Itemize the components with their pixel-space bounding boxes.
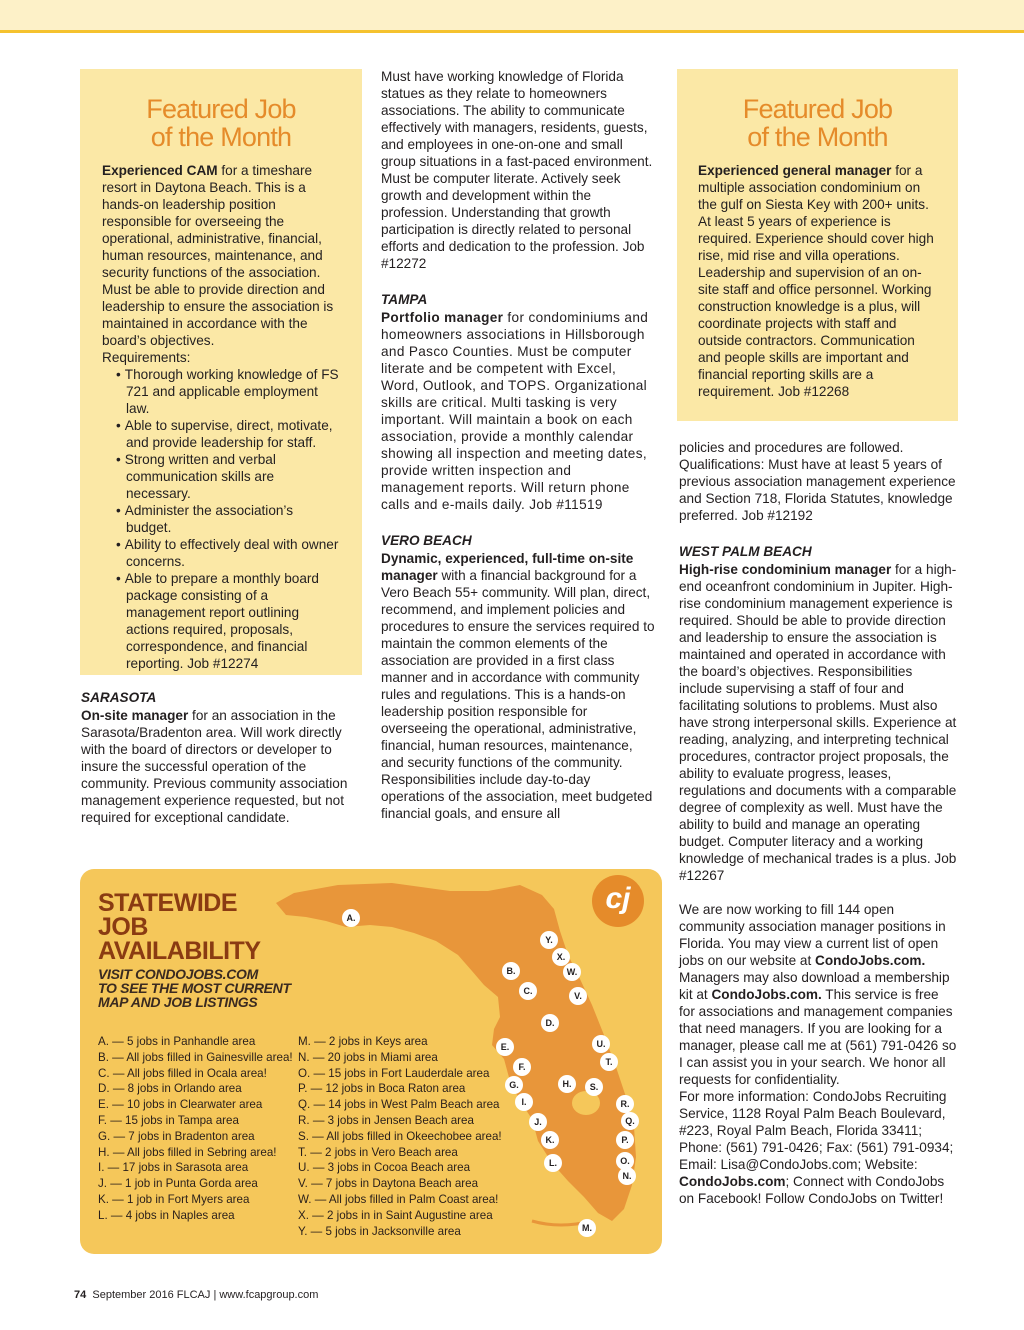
contact-paragraph bbox=[679, 1088, 957, 1207]
map-pin-h[interactable]: H. bbox=[558, 1075, 576, 1093]
map-subtitle-line: MAP AND JOB LISTINGS bbox=[98, 994, 258, 1010]
map-pin-m[interactable]: M. bbox=[578, 1219, 596, 1237]
city-heading-vero: VERO BEACH bbox=[381, 533, 472, 548]
tampa-lead: Portfolio manager bbox=[381, 310, 504, 325]
vero-body: with a financial background for a Vero Beach 55+ community. Will plan, direct, recommend, and implement policies and procedures to ensure the services required to maintain the common elements of the association are provided in a first class manner and in accordance with community rules and regulations. This is a hands-on leadership position responsible for overseeing the operational, administrative, financial, human resources, maintenance, and security functions of the community. Responsibilities include day-to-day operations of the association, meet budgeted financial goals, and ensure all bbox=[381, 568, 655, 821]
visit-text: VISIT bbox=[98, 966, 136, 982]
contact-text: ; Connect with CondoJobs on Facebook! Follow CondoJobs on Twitter! bbox=[679, 1174, 945, 1206]
jobs-list-left bbox=[98, 1034, 293, 1224]
jobs-list-item: H. — All jobs filled in Sebring area! bbox=[98, 1145, 277, 1159]
page-footer bbox=[74, 1288, 318, 1302]
featured-lead-right: Experienced general manager bbox=[698, 163, 892, 178]
map-pin-x[interactable]: X. bbox=[552, 948, 570, 966]
map-pin-b[interactable]: B. bbox=[502, 962, 520, 980]
featured-title-line2: of the Month bbox=[150, 122, 292, 152]
map-pin-r[interactable]: R. bbox=[616, 1095, 634, 1113]
wpb-lead: High-rise condominium manager bbox=[679, 562, 892, 577]
featured-lead-left: Experienced CAM bbox=[102, 163, 218, 178]
closing-text: Managers may also download a membership kit at bbox=[679, 970, 950, 1002]
closing-paragraph bbox=[679, 901, 957, 1088]
map-pin-u[interactable]: U. bbox=[592, 1035, 610, 1053]
closing-text: We are now working to fill 144 open community association manager positions in Florida. You may view a current list of open jobs on our website at bbox=[679, 902, 946, 968]
continued-text: policies and procedures are followed. Qualifications: Must have at least 5 years of previous association management experience and Section 718, Florida Statutes, knowledge preferred. Job #12192 bbox=[679, 440, 956, 523]
featured-text-right: for a multiple association condominium on the gulf on Siesta Key with 200+ units. At least 5 years of experience is required. Experience should cover high rise, mid rise and villa operations. Leadership and supervision of an on-site staff and office personnel. Working construction knowledge is a plus, will coordinate projects with staff and outside contractors. Communication and people skills are important and financial reporting skills are a requirement. Job #12268 bbox=[698, 163, 934, 399]
featured-title-right bbox=[677, 95, 958, 151]
map-subtitle bbox=[98, 967, 291, 1009]
requirement-item: • Able to supervise, direct, motivate, and provide leadership for staff. bbox=[102, 417, 342, 451]
requirement-item: • Thorough working knowledge of FS 721 and applicable employment law. bbox=[102, 366, 342, 417]
jobs-list-item: U. — 3 jobs in Cocoa Beach area bbox=[298, 1161, 471, 1175]
contact-text: For more information: CondoJobs Recruiting Service, 1128 Royal Palm Beach Boulevard, #223, Royal Palm Beach, Florida 33411; Phone: (561) 791-0426; Fax: (561) 791-0934; Email: Lisa@CondoJobs.com; Website: bbox=[679, 1089, 954, 1172]
condojobs-logo: cj bbox=[592, 875, 644, 927]
jobs-list-item: E. — 10 jobs in Clearwater area bbox=[98, 1098, 263, 1112]
jobs-list-item: I. — 17 jobs in Sarasota area bbox=[98, 1161, 249, 1175]
map-pin-k[interactable]: K. bbox=[541, 1131, 559, 1149]
featured-body-right bbox=[677, 151, 958, 400]
sarasota-listing bbox=[81, 689, 361, 826]
map-title-line: AVAILABILITY bbox=[98, 937, 261, 965]
statewide-job-map bbox=[80, 869, 662, 1254]
condojobs-link[interactable]: CondoJobs.com. bbox=[711, 987, 822, 1002]
map-pin-g[interactable]: G. bbox=[505, 1076, 523, 1094]
jobs-list-item: C. — All jobs filled in Ocala area! bbox=[98, 1066, 267, 1080]
jobs-list-item: D. — 8 jobs in Orlando area bbox=[98, 1082, 242, 1096]
condojobs-link[interactable]: CondoJobs.com. bbox=[815, 953, 926, 968]
map-title bbox=[98, 891, 261, 963]
map-pin-l[interactable]: L. bbox=[544, 1154, 562, 1172]
map-pin-f[interactable]: F. bbox=[513, 1058, 531, 1076]
footer-text: September 2016 FLCAJ | www.fcapgroup.com bbox=[92, 1289, 319, 1301]
map-pin-n[interactable]: N. bbox=[618, 1167, 636, 1185]
requirement-item: • Strong written and verbal communication skills are necessary. bbox=[102, 451, 342, 502]
featured-title-left bbox=[80, 95, 362, 151]
page-number: 74 bbox=[74, 1289, 87, 1301]
jobs-list-item: W. — All jobs filled in Palm Coast area! bbox=[298, 1192, 499, 1206]
featured-job-left bbox=[80, 69, 362, 675]
jobs-list-item: N. — 20 jobs in Miami area bbox=[298, 1050, 438, 1064]
map-pin-w[interactable]: W. bbox=[563, 963, 581, 981]
map-pin-v[interactable]: V. bbox=[569, 987, 587, 1005]
jobs-list-item: A. — 5 jobs in Panhandle area bbox=[98, 1035, 256, 1048]
jobs-list-item: G. — 7 jobs in Bradenton area bbox=[98, 1129, 255, 1143]
map-title-line: STATEWIDE bbox=[98, 889, 238, 917]
jobs-list-item: Q. — 14 jobs in West Palm Beach area bbox=[298, 1098, 500, 1112]
middle-intro: Must have working knowledge of Florida statues as they relate to homeowners associations. The ability to communicate effectively with managers, residents, guests, and employees in one-on-one and small group situations in a fast-paced environment. Must be computer literate. Actively seek growth and development within the profession. Understanding that growth participation is directly related to personal efforts and dedication to the profession. Job #12272 bbox=[381, 69, 653, 271]
map-pin-y[interactable]: Y. bbox=[540, 931, 558, 949]
map-title-line: JOB bbox=[98, 913, 148, 941]
map-pin-e[interactable]: E. bbox=[496, 1038, 514, 1056]
map-pin-j[interactable]: J. bbox=[529, 1113, 547, 1131]
jobs-list-item: Y. — 5 jobs in Jacksonville area bbox=[298, 1224, 461, 1238]
middle-column bbox=[381, 68, 657, 822]
top-band bbox=[0, 0, 1024, 30]
jobs-list-item: V. — 7 jobs in Daytona Beach area bbox=[298, 1177, 479, 1191]
jobs-list-right bbox=[298, 1034, 502, 1239]
city-heading-wpb: WEST PALM BEACH bbox=[679, 544, 812, 559]
map-pin-s[interactable]: S. bbox=[585, 1078, 603, 1096]
vero-lead: Dynamic, experienced, full-time on-site manager bbox=[381, 551, 634, 583]
jobs-list-item: F. — 15 jobs in Tampa area bbox=[98, 1113, 239, 1127]
jobs-list-item: T. — 2 jobs in Vero Beach area bbox=[298, 1145, 458, 1159]
featured-title-line2: of the Month bbox=[747, 122, 888, 152]
right-column bbox=[679, 439, 957, 1207]
closing-text: This service is free for associations and management companies that need managers. If you are looking for a manager, please call me at (561) 791-0426 so I can assist you in your search. We honor all requests for confidentiality. bbox=[679, 987, 957, 1087]
condojobs-link[interactable]: CONDOJOBS.COM bbox=[135, 966, 258, 982]
requirements-list bbox=[102, 366, 342, 672]
map-pin-i[interactable]: I. bbox=[515, 1093, 533, 1111]
map-subtitle-line: TO SEE THE MOST CURRENT bbox=[98, 980, 291, 996]
featured-job-right bbox=[677, 69, 958, 421]
requirement-item: • Able to prepare a monthly board package consisting of a management report outlining actions required, proposals, correspondence, and financial reporting. Job #12274 bbox=[102, 570, 342, 672]
jobs-list-item: R. — 3 jobs in Jensen Beach area bbox=[298, 1113, 474, 1127]
condojobs-link[interactable]: CondoJobs.com bbox=[679, 1174, 786, 1189]
map-pin-p[interactable]: P. bbox=[616, 1131, 634, 1149]
jobs-list-item: M. — 2 jobs in Keys area bbox=[298, 1035, 428, 1048]
featured-text-left: for a timeshare resort in Daytona Beach. This is a hands-on leadership position responsible for overseeing the operational, administrative, financial, human resources, maintenance, and security functions of the association. Must be able to provide direction and leadership to ensure the association is maintained in accordance with the board’s objectives. bbox=[102, 163, 334, 348]
map-pin-c[interactable]: C. bbox=[519, 982, 537, 1000]
city-heading-tampa: TAMPA bbox=[381, 292, 428, 307]
featured-title-line1: Featured Job bbox=[742, 94, 893, 124]
requirement-item: • Administer the association’s budget. bbox=[102, 502, 342, 536]
jobs-list-item: K. — 1 job in Fort Myers area bbox=[98, 1192, 250, 1206]
sarasota-lead: On-site manager bbox=[81, 708, 189, 723]
requirements-label: Requirements: bbox=[102, 350, 191, 365]
city-heading-sarasota: SARASOTA bbox=[81, 690, 157, 705]
jobs-list-item: B. — All jobs filled in Gainesville area! bbox=[98, 1050, 293, 1064]
requirement-item: • Ability to effectively deal with owner concerns. bbox=[102, 536, 342, 570]
wpb-body: for a high-end oceanfront condominium in Jupiter. High-rise condominium management experience is required. Should be able to provide direction and leadership to ensure the association is maintained and operated in accordance with the board’s objectives. Responsibilities include supervising a staff of four and facilitating solutions to problems. Must also have strong interpersonal skills. Experience at reading, analyzing, and interpreting technical procedures, contractor project proposals, the ability to evaluate progress, leases, regulations and documents with a comparable degree of complexity as well. Must have the ability to build and manage an operating budget. Computer literacy and a working knowledge of mechanical trades is a plus. Job #12267 bbox=[679, 562, 957, 883]
map-pin-d[interactable]: D. bbox=[541, 1014, 559, 1032]
featured-title-line1: Featured Job bbox=[146, 94, 296, 124]
jobs-list-item: O. — 15 jobs in Fort Lauderdale area bbox=[298, 1066, 490, 1080]
top-rule bbox=[0, 30, 1024, 33]
jobs-list-item: L. — 4 jobs in Naples area bbox=[98, 1208, 235, 1222]
map-pin-t[interactable]: T. bbox=[600, 1053, 618, 1071]
jobs-list-item: X. — 2 jobs in in Saint Augustine area bbox=[298, 1208, 493, 1222]
sarasota-body: for an association in the Sarasota/Bradenton area. Will work directly with the board of directors or developer to insure the successful operation of the community. Previous community association management experience requested, but not required for exceptional candidate. bbox=[81, 708, 348, 825]
jobs-list-item: J. — 1 job in Punta Gorda area bbox=[98, 1177, 258, 1191]
featured-body-left bbox=[80, 151, 362, 672]
map-pin-a[interactable]: A. bbox=[342, 909, 360, 927]
jobs-list-item: S. — All jobs filled in Okeechobee area! bbox=[298, 1129, 502, 1143]
jobs-list-item: P. — 12 jobs in Boca Raton area bbox=[298, 1082, 466, 1096]
map-pin-q[interactable]: Q. bbox=[621, 1112, 639, 1130]
map-pin-o[interactable]: O. bbox=[616, 1152, 634, 1170]
tampa-body: for condominiums and homeowners associations in Hillsborough and Pasco Counties. Must be computer literate and be competent with Excel, Word, Outlook, and TOPS. Organizational skills are critical. Multi tasking is very important. Will maintain a book on each association, provide a monthly calendar showing all inspection and meeting dates, provide written inspection and management reports. Will return phone calls and e-mails daily. Job #11519 bbox=[381, 310, 649, 512]
